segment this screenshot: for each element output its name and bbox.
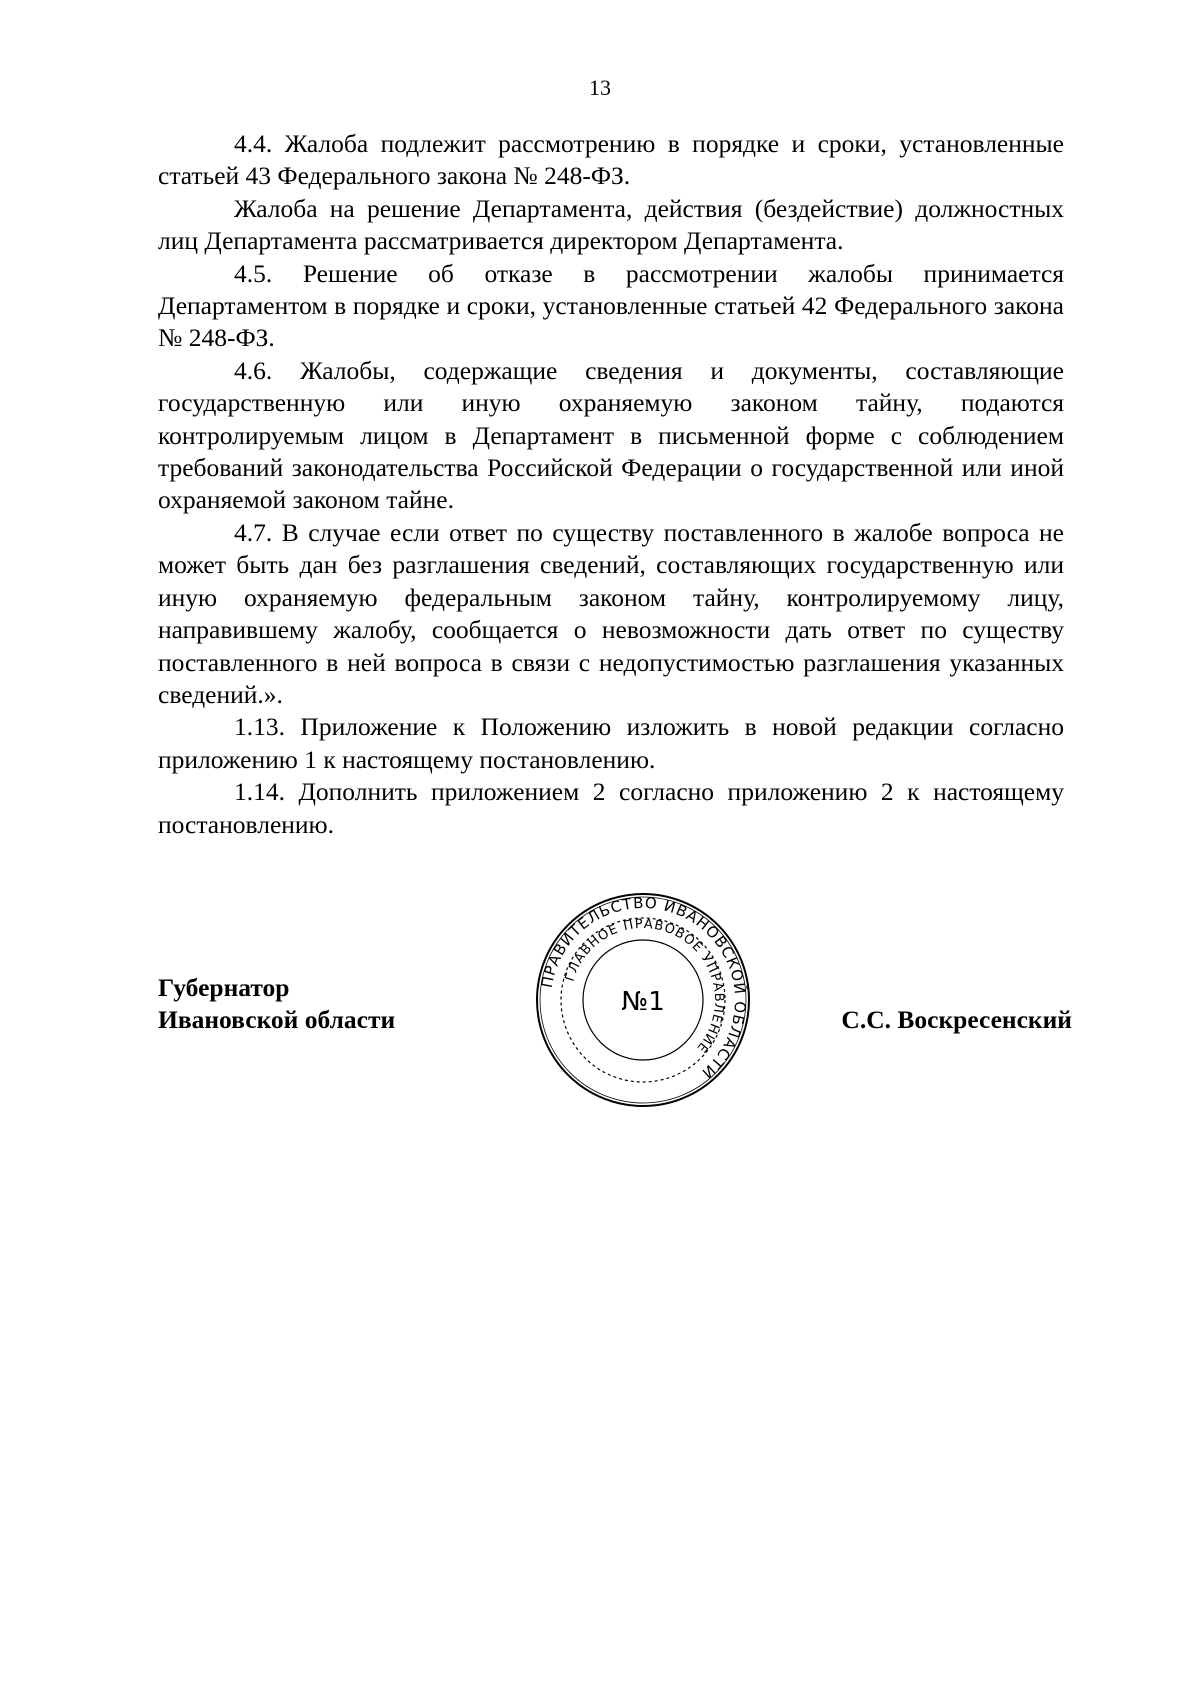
signatory-title-line1: Губернатор <box>158 973 290 1002</box>
paragraph-4-4: 4.4. Жалоба подлежит рассмотрению в порядке и сроки, установленные статьей 43 Федерального закона № 248-ФЗ. <box>158 129 1064 191</box>
signatory-title-line2: Ивановской области <box>158 1005 396 1034</box>
signatory-title <box>158 972 395 1036</box>
seal-inner-text: ГЛАВНОЕ ПРАВОВОЕ УПРАВЛЕНИЕ <box>562 916 727 1056</box>
signatory-name: С.С. Воскресенский <box>841 1005 1072 1034</box>
paragraph-4-5: 4.5. Решение об отказе в рассмотрении жалобы принимается Департаментом в порядке и сроки, установленные статьей 42 Федерального закона № 248-ФЗ. <box>158 258 1064 353</box>
seal-center-number: №1 <box>621 987 665 1017</box>
page-number: 13 <box>589 75 611 100</box>
paragraph-complaint-review: Жалоба на решение Департамента, действия (бездействие) должностных лиц Департамента рассматривается директором Департамента. <box>158 193 1064 256</box>
paragraph-1-14: 1.14. Дополнить приложением 2 согласно приложению 2 к настоящему постановлению. <box>158 777 1064 839</box>
official-seal-stamp <box>533 890 753 1110</box>
paragraph-1-13: 1.13. Приложение к Положению изложить в новой редакции согласно приложению 1 к настоящему постановлению. <box>158 712 1064 774</box>
paragraph-4-7: 4.7. В случае если ответ по существу поставленного в жалобе вопроса не может быть дан без разглашения сведений, составляющих государственную или иную охраняемую федеральным законом тайну, контролируемому лицу, направившему жалобу, сообщается о невозможности дать ответ по существу поставленного в ней вопроса в связи с недопустимостью разглашения указанных сведений.». <box>158 517 1064 709</box>
document-body <box>158 128 1064 841</box>
paragraph-4-6: 4.6. Жалобы, содержащие сведения и документы, составляющие государственную или иную охраняемую законом тайну, подаются контролируемым лицом в Департамент в письменной форме с соблюдением требований законодательства Российской Федерации о государственной или иной охраняемой законом тайне. <box>158 355 1064 515</box>
seal-outer-text: ПРАВИТЕЛЬСТВО ИВАНОВСКОЙ ОБЛАСТИ <box>537 893 750 1083</box>
